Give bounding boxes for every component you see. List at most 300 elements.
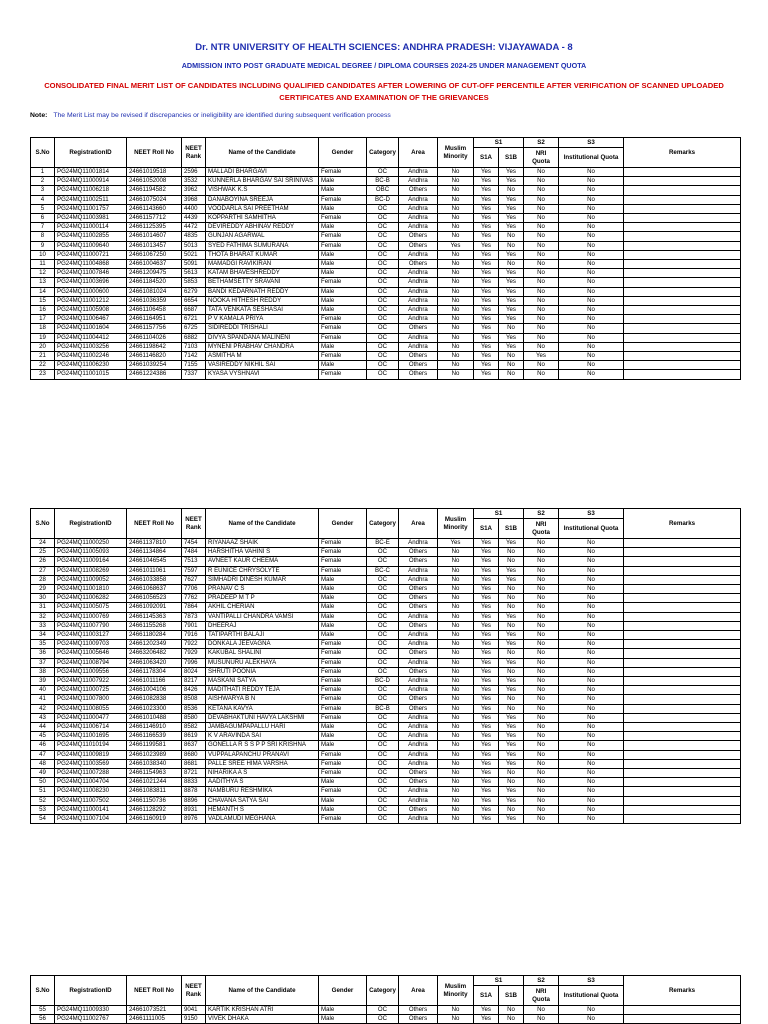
cell-s1a: Yes <box>474 168 499 177</box>
cell-roll: 24661111005 <box>127 1015 182 1024</box>
cell-roll: 24661081024 <box>127 287 182 296</box>
cell-s1b: Yes <box>499 296 524 305</box>
cell-sno: 19 <box>31 333 55 342</box>
cell-gender: Female <box>319 815 367 824</box>
cell-roll: 24661052008 <box>127 177 182 186</box>
cell-area: Andhra <box>399 566 438 575</box>
cell-minority: No <box>438 741 474 750</box>
cell-area: Andhra <box>399 759 438 768</box>
col-s3: S3 <box>559 509 624 519</box>
cell-remarks <box>624 769 741 778</box>
cell-category: OBC <box>367 186 399 195</box>
cell-sno: 43 <box>31 713 55 722</box>
cell-s2: No <box>524 667 559 676</box>
cell-s2: No <box>524 649 559 658</box>
cell-rank: 7627 <box>182 575 206 584</box>
merit-table-page-1 <box>30 137 741 380</box>
cell-name: SHRUTI POONIA <box>206 667 319 676</box>
cell-regid: PG24MQ11002855 <box>55 232 127 241</box>
col-name: Name of the Candidate <box>206 976 319 1006</box>
cell-s1b: Yes <box>499 677 524 686</box>
cell-roll: 24661083811 <box>127 787 182 796</box>
cell-sno: 54 <box>31 815 55 824</box>
cell-area: Andhra <box>399 612 438 621</box>
col-registration-id: RegistrationID <box>55 509 127 539</box>
cell-category: OC <box>367 612 399 621</box>
cell-regid: PG24MQ11009819 <box>55 750 127 759</box>
cell-gender: Male <box>319 296 367 305</box>
cell-s1b: Yes <box>499 333 524 342</box>
cell-area: Andhra <box>399 177 438 186</box>
cell-roll: 24661056523 <box>127 594 182 603</box>
cell-remarks <box>624 324 741 333</box>
cell-gender: Female <box>319 640 367 649</box>
cell-s2: No <box>524 287 559 296</box>
cell-minority: No <box>438 658 474 667</box>
cell-sno: 24 <box>31 539 55 548</box>
cell-category: OC <box>367 315 399 324</box>
cell-sno: 34 <box>31 631 55 640</box>
cell-minority: No <box>438 815 474 824</box>
cell-sno: 36 <box>31 649 55 658</box>
cell-minority: No <box>438 250 474 259</box>
cell-s1a: Yes <box>474 787 499 796</box>
cell-name: PRADEEP M T P <box>206 594 319 603</box>
cell-sno: 35 <box>31 640 55 649</box>
cell-s1a: Yes <box>474 796 499 805</box>
cell-s3: No <box>559 241 624 250</box>
table-row <box>31 168 741 177</box>
cell-category: OC <box>367 370 399 379</box>
cell-rank: 8580 <box>182 713 206 722</box>
cell-rank: 6279 <box>182 287 206 296</box>
cell-remarks <box>624 223 741 232</box>
cell-area: Andhra <box>399 723 438 732</box>
cell-sno: 45 <box>31 732 55 741</box>
col-s2: S2 <box>524 976 559 986</box>
cell-roll: 24661178304 <box>127 667 182 676</box>
cell-category: OC <box>367 667 399 676</box>
cell-s1b: No <box>499 548 524 557</box>
cell-s1b: Yes <box>499 686 524 695</box>
cell-remarks <box>624 658 741 667</box>
cell-area: Andhra <box>399 750 438 759</box>
cell-area: Others <box>399 361 438 370</box>
cell-sno: 29 <box>31 585 55 594</box>
cell-s1b: Yes <box>499 204 524 213</box>
cell-s1a: Yes <box>474 769 499 778</box>
table-row <box>31 195 741 204</box>
col-s1: S1 <box>474 509 524 519</box>
cell-minority: No <box>438 333 474 342</box>
cell-s1a: Yes <box>474 778 499 787</box>
cell-area: Others <box>399 324 438 333</box>
cell-rank: 7513 <box>182 557 206 566</box>
cell-s3: No <box>559 342 624 351</box>
cell-category: OC <box>367 695 399 704</box>
cell-s1a: Yes <box>474 204 499 213</box>
cell-s2: No <box>524 621 559 630</box>
cell-remarks <box>624 306 741 315</box>
cell-remarks <box>624 269 741 278</box>
cell-regid: PG24MQ11009640 <box>55 241 127 250</box>
cell-category: OC <box>367 778 399 787</box>
cell-minority: No <box>438 324 474 333</box>
table-row <box>31 186 741 195</box>
table-row <box>31 250 741 259</box>
cell-minority: No <box>438 352 474 361</box>
cell-name: R EUNICE CHRYSOLYTE <box>206 566 319 575</box>
cell-category: OC <box>367 649 399 658</box>
cell-rank: 5613 <box>182 269 206 278</box>
cell-gender: Female <box>319 548 367 557</box>
cell-s1a: Yes <box>474 186 499 195</box>
cell-area: Andhra <box>399 631 438 640</box>
cell-s2: No <box>524 815 559 824</box>
cell-area: Andhra <box>399 269 438 278</box>
col-gender: Gender <box>319 138 367 168</box>
cell-s1b: No <box>499 603 524 612</box>
col-s3-institutional-quota: Institutional Quota <box>559 986 624 1006</box>
cell-regid: PG24MQ11008794 <box>55 658 127 667</box>
cell-remarks <box>624 723 741 732</box>
cell-category: OC <box>367 631 399 640</box>
cell-category: OC <box>367 815 399 824</box>
university-title: Dr. NTR UNIVERSITY OF HEALTH SCIENCES: ANDHRA PRADESH: VIJAYAWADA - 8 <box>195 42 573 53</box>
cell-category: OC <box>367 686 399 695</box>
cell-s3: No <box>559 324 624 333</box>
table-row <box>31 612 741 621</box>
cell-name: MADITHATI REDDY TEJA <box>206 686 319 695</box>
table-row <box>31 177 741 186</box>
cell-gender: Male <box>319 741 367 750</box>
cell-s1b: No <box>499 1006 524 1015</box>
cell-sno: 22 <box>31 361 55 370</box>
cell-s1b: No <box>499 260 524 269</box>
cell-s1b: No <box>499 241 524 250</box>
cell-rank: 7929 <box>182 649 206 658</box>
cell-area: Andhra <box>399 250 438 259</box>
cell-sno: 37 <box>31 658 55 667</box>
cell-s3: No <box>559 778 624 787</box>
cell-s1b: Yes <box>499 566 524 575</box>
table-row <box>31 667 741 676</box>
cell-roll: 24661155268 <box>127 621 182 630</box>
cell-roll: 24661143660 <box>127 204 182 213</box>
cell-area: Andhra <box>399 677 438 686</box>
cell-rank: 7142 <box>182 352 206 361</box>
cell-s1b: Yes <box>499 223 524 232</box>
cell-s1b: Yes <box>499 315 524 324</box>
cell-s2: No <box>524 269 559 278</box>
cell-s2: No <box>524 342 559 351</box>
cell-remarks <box>624 759 741 768</box>
cell-area: Others <box>399 548 438 557</box>
cell-roll: 24661011061 <box>127 566 182 575</box>
cell-regid: PG24MQ11003569 <box>55 759 127 768</box>
cell-s1b: No <box>499 186 524 195</box>
cell-roll: 24661063420 <box>127 658 182 667</box>
cell-category: OC <box>367 759 399 768</box>
table-row <box>31 324 741 333</box>
cell-s1b: Yes <box>499 214 524 223</box>
table-row <box>31 704 741 713</box>
cell-remarks <box>624 204 741 213</box>
cell-minority: No <box>438 759 474 768</box>
col-neet-rank: NEET Rank <box>182 138 206 168</box>
cell-minority: No <box>438 640 474 649</box>
col-s3: S3 <box>559 138 624 148</box>
cell-area: Others <box>399 695 438 704</box>
cell-name: KATAM BHAVESHREDDY <box>206 269 319 278</box>
cell-name: CHAVANA SATYA SAI <box>206 796 319 805</box>
cell-s1b: Yes <box>499 713 524 722</box>
cell-remarks <box>624 677 741 686</box>
cell-roll: 24661166539 <box>127 732 182 741</box>
cell-remarks <box>624 575 741 584</box>
cell-roll: 24661075024 <box>127 195 182 204</box>
cell-roll: 24661013457 <box>127 241 182 250</box>
cell-s3: No <box>559 575 624 584</box>
cell-sno: 56 <box>31 1015 55 1024</box>
cell-s1b: Yes <box>499 612 524 621</box>
cell-regid: PG24MQ11007104 <box>55 815 127 824</box>
cell-remarks <box>624 649 741 658</box>
table-row <box>31 548 741 557</box>
cell-s1a: Yes <box>474 241 499 250</box>
cell-name: VANTIPALLI CHANDRA VAMSI <box>206 612 319 621</box>
cell-gender: Female <box>319 232 367 241</box>
cell-minority: No <box>438 177 474 186</box>
cell-sno: 9 <box>31 241 55 250</box>
cell-roll: 24661019518 <box>127 168 182 177</box>
cell-s2: No <box>524 241 559 250</box>
cell-s1b: No <box>499 1015 524 1024</box>
cell-regid: PG24MQ11001814 <box>55 168 127 177</box>
cell-gender: Male <box>319 260 367 269</box>
cell-sno: 8 <box>31 232 55 241</box>
cell-s2: No <box>524 370 559 379</box>
table-row <box>31 1006 741 1015</box>
cell-minority: No <box>438 195 474 204</box>
cell-rank: 8896 <box>182 796 206 805</box>
cell-regid: PG24MQ11006230 <box>55 361 127 370</box>
cell-regid: PG24MQ11002246 <box>55 352 127 361</box>
cell-rank: 8582 <box>182 723 206 732</box>
cell-s2: No <box>524 361 559 370</box>
cell-remarks <box>624 713 741 722</box>
cell-remarks <box>624 612 741 621</box>
cell-category: OC <box>367 723 399 732</box>
cell-s2: No <box>524 324 559 333</box>
cell-area: Others <box>399 585 438 594</box>
table-row <box>31 223 741 232</box>
cell-s1b: Yes <box>499 177 524 186</box>
cell-name: KARTIK KRISHAN ATRI <box>206 1006 319 1015</box>
cell-s3: No <box>559 177 624 186</box>
cell-s2: No <box>524 557 559 566</box>
cell-area: Andhra <box>399 214 438 223</box>
cell-regid: PG24MQ11004412 <box>55 333 127 342</box>
cell-s3: No <box>559 686 624 695</box>
table-row <box>31 778 741 787</box>
col-category: Category <box>367 976 399 1006</box>
cell-category: OC <box>367 324 399 333</box>
col-name: Name of the Candidate <box>206 509 319 539</box>
merit-table-page-3 <box>30 975 741 1024</box>
cell-name: MAMADGI RAVIKIRAN <box>206 260 319 269</box>
cell-area: Others <box>399 557 438 566</box>
cell-area: Others <box>399 352 438 361</box>
cell-rank: 7454 <box>182 539 206 548</box>
cell-area: Others <box>399 704 438 713</box>
cell-area: Others <box>399 1006 438 1015</box>
cell-gender: Female <box>319 168 367 177</box>
cell-area: Andhra <box>399 315 438 324</box>
cell-s3: No <box>559 361 624 370</box>
cell-s2: No <box>524 677 559 686</box>
cell-rank: 4439 <box>182 214 206 223</box>
cell-s1b: No <box>499 352 524 361</box>
table-row <box>31 269 741 278</box>
cell-name: K V ARAVINDA SAI <box>206 732 319 741</box>
cell-minority: No <box>438 342 474 351</box>
cell-sno: 4 <box>31 195 55 204</box>
cell-gender: Female <box>319 759 367 768</box>
cell-gender: Female <box>319 787 367 796</box>
cell-name: AADITHYA S <box>206 778 319 787</box>
cell-regid: PG24MQ11001695 <box>55 732 127 741</box>
col-s1a: S1A <box>474 986 499 1006</box>
cell-rank: 4472 <box>182 223 206 232</box>
cell-minority: No <box>438 796 474 805</box>
cell-s1a: Yes <box>474 686 499 695</box>
cell-s3: No <box>559 557 624 566</box>
cell-roll: 24661104026 <box>127 333 182 342</box>
cell-name: NIHARIKA A S <box>206 769 319 778</box>
cell-sno: 2 <box>31 177 55 186</box>
table-row <box>31 352 741 361</box>
table-row <box>31 759 741 768</box>
cell-s2: No <box>524 223 559 232</box>
cell-remarks <box>624 815 741 824</box>
cell-s3: No <box>559 223 624 232</box>
cell-remarks <box>624 260 741 269</box>
cell-s1a: Yes <box>474 370 499 379</box>
cell-roll: 24661198642 <box>127 342 182 351</box>
cell-s2: No <box>524 575 559 584</box>
cell-area: Andhra <box>399 342 438 351</box>
cell-s1b: Yes <box>499 631 524 640</box>
cell-regid: PG24MQ11007502 <box>55 796 127 805</box>
cell-roll: 24661023300 <box>127 704 182 713</box>
cell-s1b: Yes <box>499 342 524 351</box>
cell-area: Others <box>399 805 438 814</box>
cell-s1b: Yes <box>499 815 524 824</box>
cell-remarks <box>624 186 741 195</box>
cell-s2: No <box>524 250 559 259</box>
col-s1: S1 <box>474 138 524 148</box>
cell-rank: 7922 <box>182 640 206 649</box>
col-muslim-minority: Muslim Minority <box>438 138 474 168</box>
cell-rank: 6721 <box>182 315 206 324</box>
cell-name: VADLAMUDI MEGHANA <box>206 815 319 824</box>
cell-category: OC <box>367 1015 399 1024</box>
cell-roll: 24661180284 <box>127 631 182 640</box>
cell-roll: 24663206482 <box>127 649 182 658</box>
table-row <box>31 342 741 351</box>
cell-regid: PG24MQ11007288 <box>55 769 127 778</box>
cell-sno: 10 <box>31 250 55 259</box>
cell-remarks <box>624 214 741 223</box>
table-row <box>31 306 741 315</box>
cell-s2: No <box>524 1015 559 1024</box>
cell-s1a: Yes <box>474 658 499 667</box>
cell-gender: Female <box>319 750 367 759</box>
cell-remarks <box>624 557 741 566</box>
cell-sno: 41 <box>31 695 55 704</box>
cell-sno: 28 <box>31 575 55 584</box>
cell-s1b: Yes <box>499 250 524 259</box>
cell-sno: 16 <box>31 306 55 315</box>
cell-category: OC <box>367 594 399 603</box>
cell-name: PALLE SREE HIMA VARSHA <box>206 759 319 768</box>
table-row <box>31 232 741 241</box>
cell-name: P V KAMALA PRIYA <box>206 315 319 324</box>
cell-gender: Male <box>319 1006 367 1015</box>
cell-rank: 7597 <box>182 566 206 575</box>
cell-regid: PG24MQ11002511 <box>55 195 127 204</box>
cell-name: THOTA BHARAT KUMAR <box>206 250 319 259</box>
cell-s2: No <box>524 732 559 741</box>
col-s1a: S1A <box>474 519 499 539</box>
cell-remarks <box>624 287 741 296</box>
cell-gender: Male <box>319 204 367 213</box>
cell-s1a: Yes <box>474 548 499 557</box>
cell-roll: 24661011166 <box>127 677 182 686</box>
cell-s3: No <box>559 815 624 824</box>
cell-minority: No <box>438 232 474 241</box>
cell-gender: Male <box>319 342 367 351</box>
cell-s3: No <box>559 695 624 704</box>
cell-rank: 6687 <box>182 306 206 315</box>
cell-gender: Female <box>319 278 367 287</box>
cell-name: RIYANAAZ SHAIK <box>206 539 319 548</box>
cell-area: Andhra <box>399 296 438 305</box>
cell-gender: Female <box>319 352 367 361</box>
cell-s3: No <box>559 741 624 750</box>
cell-roll: 24661033858 <box>127 575 182 584</box>
cell-minority: Yes <box>438 241 474 250</box>
cell-s1a: Yes <box>474 805 499 814</box>
cell-name: TATIPARTHI BALAJI <box>206 631 319 640</box>
cell-s1b: Yes <box>499 269 524 278</box>
table-row <box>31 658 741 667</box>
cell-roll: 24661160919 <box>127 815 182 824</box>
cell-minority: No <box>438 769 474 778</box>
table-row <box>31 278 741 287</box>
cell-minority: No <box>438 223 474 232</box>
table-row <box>31 594 741 603</box>
cell-s2: No <box>524 695 559 704</box>
cell-s1a: Yes <box>474 269 499 278</box>
cell-category: BC-B <box>367 177 399 186</box>
cell-category: OC <box>367 575 399 584</box>
cell-s1a: Yes <box>474 732 499 741</box>
cell-remarks <box>624 787 741 796</box>
col-sno: S.No <box>31 976 55 1006</box>
cell-s1a: Yes <box>474 594 499 603</box>
